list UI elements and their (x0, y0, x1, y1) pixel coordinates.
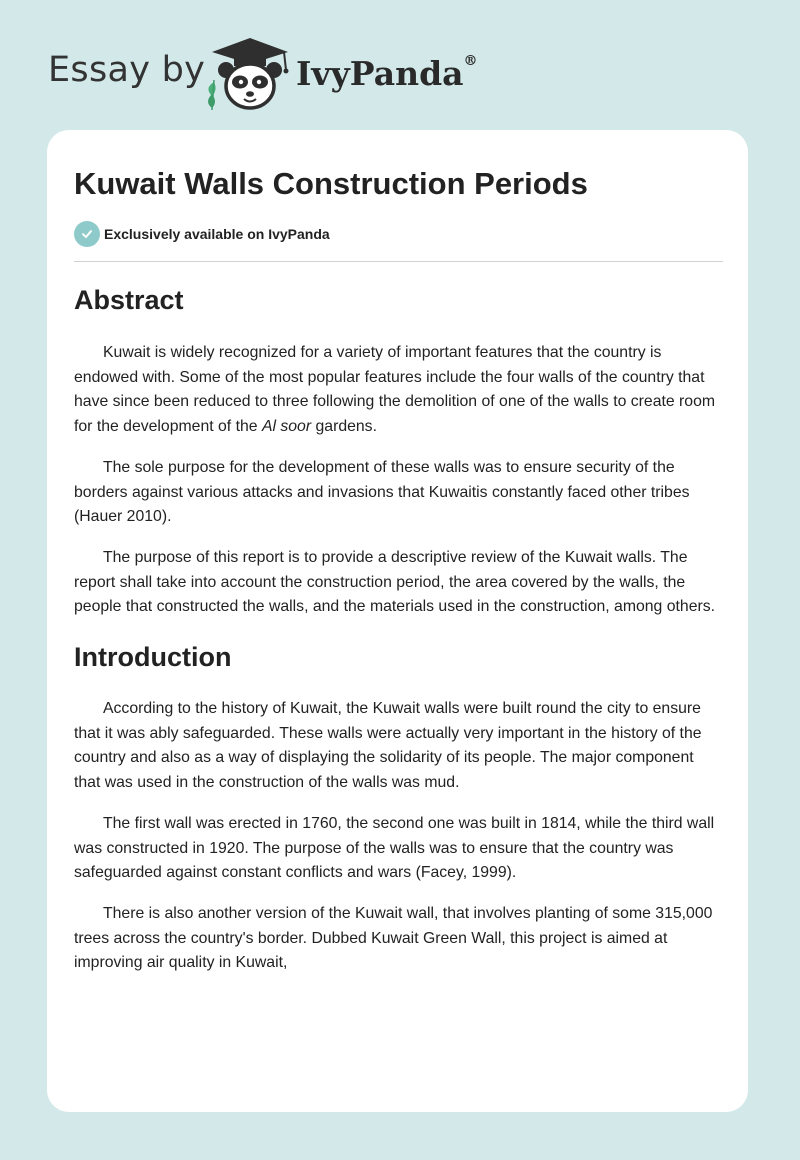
check-icon (74, 221, 100, 247)
page-title: Kuwait Walls Construction Periods (74, 166, 588, 201)
paragraph: The purpose of this report is to provide a descriptive review of the Kuwait walls. The report shall take into account the construction period, the area covered by the walls, the people that constructed the walls, and the materials used in the construction, among others. (74, 548, 716, 616)
section-heading-abstract: Abstract (74, 285, 184, 315)
site-header (0, 0, 800, 130)
divider (74, 261, 723, 262)
section-heading-introduction: Introduction (74, 642, 232, 673)
paragraph: The first wall was erected in 1760, the second one was built in 1814, while the third wall was constructed in 1920. The purpose of the walls was to ensure that the country was safeguarded against constant conflicts and wars (Facey, 1999). (74, 814, 715, 882)
essay-body (74, 283, 723, 976)
exclusive-label: Exclusively available on IvyPanda (104, 226, 330, 242)
exclusive-badge (74, 221, 330, 247)
essay-card (47, 130, 748, 1112)
essay-by-label: Essay by (48, 50, 206, 90)
paragraph: According to the history of Kuwait, the Kuwait walls were built round the city to ensure that it was ably safeguarded. These walls were actually very important in the history of the country and also as a way of displaying the solidarity of its people. The major component that was used in the construction of the walls was mud. (74, 700, 702, 792)
paragraph: Kuwait is widely recognized for a variety of important features that the country is endowed with. Some of the most popular features include the four walls of the country that have since been reduced to three following the demolition of one of the walls to create room for the development of the Al soor gardens. (74, 344, 716, 436)
panda-logo-icon[interactable] (200, 36, 300, 112)
paragraph: The sole purpose for the development of these walls was to ensure security of the borders against various attacks and invasions that Kuwaitis constantly faced other tribes (Hauer 2010). (74, 458, 690, 526)
paragraph: There is also another version of the Kuwait wall, that involves planting of some 315,000 trees across the country's border. Dubbed Kuwait Green Wall, this project is aimed at improving air quality in Kuwait, (74, 904, 713, 972)
ivypanda-brand[interactable]: IvyPanda® (296, 53, 478, 93)
